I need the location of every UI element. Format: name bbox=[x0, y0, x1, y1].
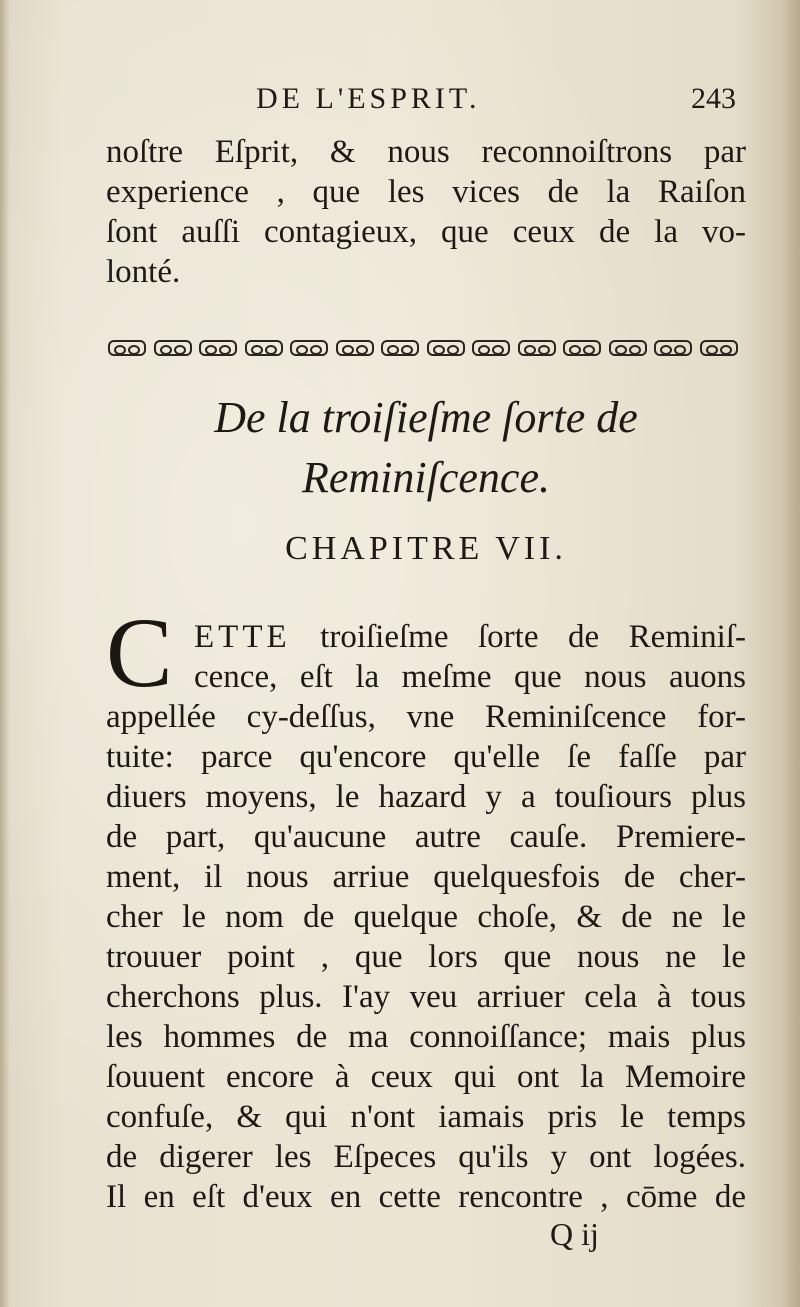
text-line: trouuer point , que lors que nous ne le bbox=[106, 939, 746, 975]
text-line: noſtre Eſprit, & nous reconnoiſtrons par bbox=[106, 134, 746, 170]
first-word: ETTE bbox=[194, 619, 291, 655]
page-header bbox=[106, 82, 746, 122]
section-title-line: Reminiſcence. bbox=[302, 453, 550, 502]
ornament-icon bbox=[472, 340, 510, 356]
line-text: troiſieſme ſorte de Reminiſ- bbox=[320, 619, 746, 655]
text-line: appellée cy-deſſus, vne Reminiſcence for- bbox=[106, 699, 746, 735]
ornamental-divider bbox=[108, 334, 738, 362]
page-gutter-shadow bbox=[0, 0, 10, 1307]
text-line: confuſe, & qui n'ont iamais pris le temps bbox=[106, 1099, 746, 1135]
text-line: ſouuent encore à ceux qui ont la Memoire bbox=[106, 1059, 746, 1095]
ornament-icon bbox=[654, 340, 692, 356]
text-line: cence, eſt la meſme que nous auons bbox=[194, 659, 746, 695]
ornament-icon bbox=[154, 340, 192, 356]
text-line: tuite: parce qu'encore qu'elle ſe faſſe par bbox=[106, 739, 746, 775]
ornament-icon bbox=[199, 340, 237, 356]
text-line bbox=[106, 617, 746, 657]
ornament-icon bbox=[381, 340, 419, 356]
ornament-icon bbox=[427, 340, 465, 356]
chapter-body bbox=[106, 617, 746, 1217]
text-line: Il en eſt d'eux en cette rencontre , cōme de bbox=[106, 1179, 746, 1215]
chapter-heading: CHAPITRE VII. bbox=[285, 530, 567, 567]
drop-cap: C bbox=[106, 597, 173, 708]
text-line: cherchons plus. I'ay veu arriuer cela à tous bbox=[106, 979, 746, 1015]
page-number: 243 bbox=[691, 82, 736, 115]
ornament-icon bbox=[609, 340, 647, 356]
ornament-icon bbox=[245, 340, 283, 356]
text-line: de digerer les Eſpeces qu'ils y ont logées. bbox=[106, 1139, 746, 1175]
ornament-icon bbox=[108, 340, 146, 356]
text-line: experience , que les vices de la Raiſon bbox=[106, 174, 746, 210]
ornament-icon bbox=[700, 340, 738, 356]
ornament-icon bbox=[518, 340, 556, 356]
text-line: ſont auſſi contagieux, que ceux de la vo- bbox=[106, 214, 746, 250]
ornament-icon bbox=[290, 340, 328, 356]
text-line: de part, qu'aucune autre cauſe. Premiere- bbox=[106, 819, 746, 855]
continued-paragraph bbox=[106, 132, 746, 292]
text-line: diuers moyens, le hazard y a touſiours plus bbox=[106, 779, 746, 815]
section-title-line: De la troiſieſme ſorte de bbox=[214, 393, 638, 442]
text-line: les hommes de ma connoiſſance; mais plus bbox=[106, 1019, 746, 1055]
ornament-icon bbox=[563, 340, 601, 356]
text-line: lonté. bbox=[106, 254, 181, 290]
text-line: cher le nom de quelque choſe, & de ne le bbox=[106, 899, 746, 935]
ornament-icon bbox=[336, 340, 374, 356]
running-head: DE L'ESPRIT. bbox=[256, 82, 481, 115]
page-edge-shadow bbox=[782, 0, 800, 1307]
signature-mark: Q ij bbox=[550, 1216, 599, 1252]
text-line: ment, il nous arriue quelquesfois de cher- bbox=[106, 859, 746, 895]
